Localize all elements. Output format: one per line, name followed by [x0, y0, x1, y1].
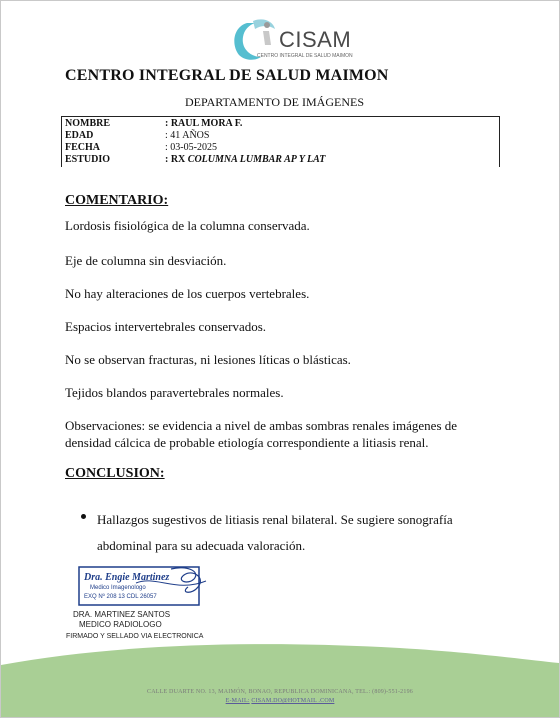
conclusion-heading: CONCLUSION:	[65, 466, 165, 481]
footer-address: CALLE DUARTE NO. 13, MAIMÓN, BONAO, REPUBLICA DOMINICANA, TEL.: (809)-551-2196	[147, 689, 413, 695]
logo-subtitle: CENTRO INTEGRAL DE SALUD MAIMON	[257, 53, 353, 59]
age-label: EDAD	[65, 130, 94, 141]
name-value: : RAUL MORA F.	[165, 118, 243, 129]
stamp-title: Medico Imagenologo	[90, 585, 146, 591]
stamp-name: Dra. Engie Martinez	[84, 572, 170, 583]
conclusion-item: Hallazgos sugestivos de litiasis renal bilateral. Se sugiere sonografía abdominal para su adecuada valoración.	[97, 512, 453, 553]
department-title: DEPARTAMENTO DE IMÁGENES	[185, 95, 364, 109]
comment-line: Tejidos blandos paravertebrales normales.	[65, 385, 284, 400]
patient-info-box	[61, 116, 500, 167]
study-value-wrap	[165, 154, 325, 166]
date-label: FECHA	[65, 142, 100, 153]
footer-wave	[1, 641, 559, 718]
doctor-role: MEDICO RADIOLOGO	[79, 620, 162, 629]
doctor-stamp	[76, 563, 216, 609]
electronic-sign-note: FIRMADO Y SELLADO VIA ELECTRONICA	[66, 633, 204, 640]
doctor-name: DRA. MARTINEZ SANTOS	[73, 610, 171, 619]
stamp-license: EXQ Nº 208 13 CDL 26057	[84, 594, 157, 600]
cisam-logo	[227, 15, 353, 65]
comment-line: No hay alteraciones de los cuerpos vertebrales.	[65, 286, 310, 301]
age-value: : 41 AÑOS	[165, 130, 210, 141]
study-value: COLUMNA LUMBAR AP Y LAT	[187, 154, 326, 165]
comment-observations: Observaciones: se evidencia a nivel de ambas sombras renales imágenes de densidad cálcica de probable etiología correspondiente a litiasis renal.	[65, 418, 458, 450]
comment-line: Eje de columna sin desviación.	[65, 253, 227, 268]
comment-line: Lordosis fisiológica de la columna conservada.	[65, 218, 310, 233]
logo-brand-text: CISAM	[279, 27, 352, 52]
study-prefix: : RX	[165, 154, 186, 165]
footer-email[interactable]: CISAM.DO@HOTMAIL .COM	[251, 698, 335, 704]
footer-email-line	[1, 698, 559, 704]
name-label: NOMBRE	[65, 118, 110, 129]
comment-line: Espacios intervertebrales conservados.	[65, 319, 267, 334]
date-value: : 03-05-2025	[165, 142, 217, 153]
comment-line: No se observan fracturas, ni lesiones líticas o blásticas.	[65, 352, 351, 367]
footer-email-prefix: E-MAIL:	[225, 698, 250, 704]
comment-heading: COMENTARIO:	[65, 193, 169, 208]
study-label: ESTUDIO	[65, 154, 111, 165]
bullet-icon	[81, 514, 91, 524]
center-name: CENTRO INTEGRAL DE SALUD MAIMON	[65, 67, 389, 84]
